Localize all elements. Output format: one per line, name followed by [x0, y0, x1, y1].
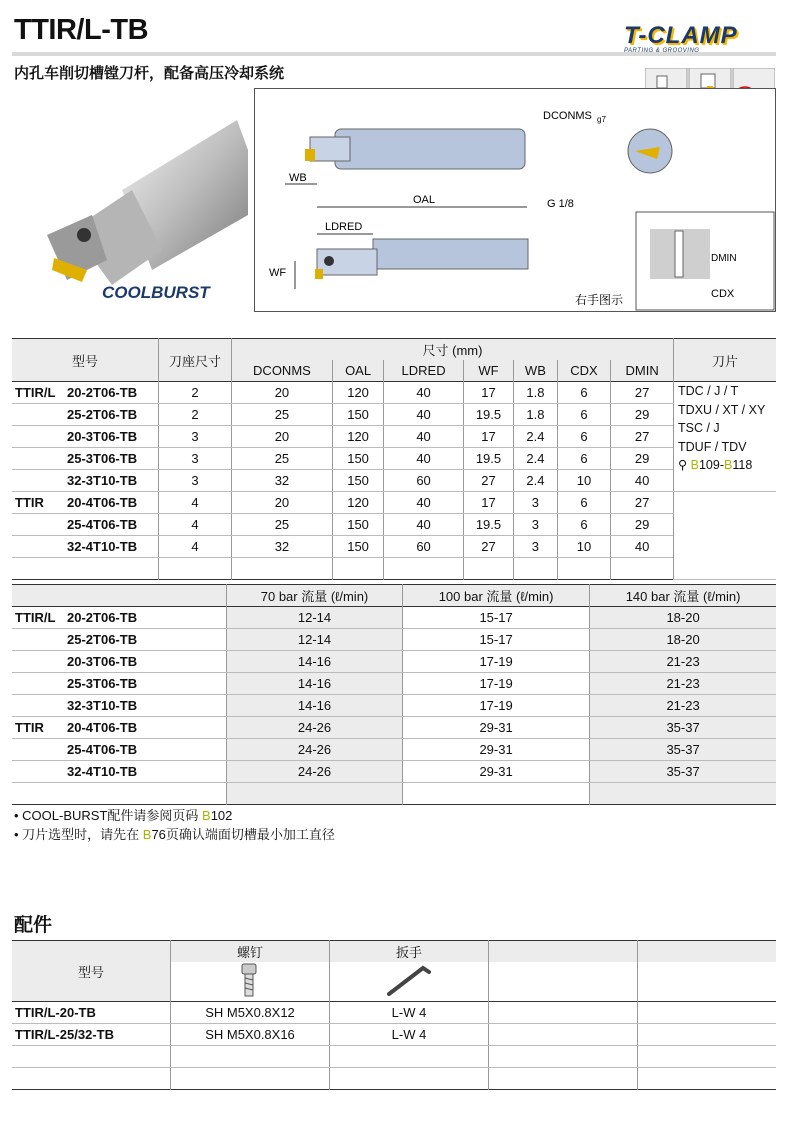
flow-row: [12, 629, 776, 651]
sub-cdx: CDX: [557, 360, 611, 382]
flow-cell: 15-17: [403, 629, 590, 651]
spec-table: [12, 338, 776, 580]
flow-col-140: 140 bar 流量 (ℓ/min): [590, 585, 776, 607]
flow-cell: 35-37: [590, 739, 776, 761]
spec-cell: 6: [557, 514, 611, 536]
acc-screw: SH M5X0.8X16: [171, 1024, 330, 1046]
flow-cell: 18-20: [590, 629, 776, 651]
spec-cell: 150: [332, 404, 383, 426]
spec-cell: 2.4: [514, 426, 558, 448]
dim-wb: WB: [289, 172, 307, 184]
brand-logo: [624, 22, 774, 52]
flow-cell: 21-23: [590, 673, 776, 695]
coolburst-label: COOLBURST: [102, 283, 210, 302]
spec-cell: 150: [332, 470, 383, 492]
spec-cell: 10: [557, 536, 611, 558]
screw-icon: [171, 962, 330, 1002]
spec-cell: 40: [611, 470, 674, 492]
flow-model: 25-3T06-TB: [12, 673, 227, 695]
flow-cell: 15-17: [403, 607, 590, 629]
flow-cell: 14-16: [227, 695, 403, 717]
sub-wf: WF: [463, 360, 513, 382]
spec-row: [12, 426, 776, 448]
spec-cell: 19.5: [463, 514, 513, 536]
accessory-row: [12, 1002, 776, 1024]
flow-table: [12, 584, 776, 805]
dim-oal: OAL: [413, 194, 436, 206]
spec-cell: 40: [384, 514, 464, 536]
insert-list: TDC / J / T TDXU / XT / XY TSC / J TDUF / TDV ⚲ B109-B118: [674, 382, 777, 492]
spec-seat: 4: [159, 536, 232, 558]
dim-cdx: CDX: [711, 288, 735, 300]
accessories-title: 配件: [14, 915, 53, 936]
col-seat: 刀座尺寸: [159, 339, 232, 382]
accessories-table-body: [12, 1002, 776, 1090]
spec-model: TTIR/L 20-2T06-TB: [12, 382, 159, 404]
flow-cell: 35-37: [590, 717, 776, 739]
spec-seat: 2: [159, 404, 232, 426]
spec-cell: 1.8: [514, 404, 558, 426]
spec-cell: 25: [232, 448, 333, 470]
spec-cell: 6: [557, 448, 611, 470]
wrench-icon: [330, 962, 489, 1002]
spec-row: [12, 448, 776, 470]
flow-cell: 29-31: [403, 761, 590, 783]
brand-tagline: PARTING & GROOVING: [624, 48, 700, 54]
spec-cell: 150: [332, 448, 383, 470]
spec-cell: 27: [611, 492, 674, 514]
spec-seat: 2: [159, 382, 232, 404]
acc-col-empty-2: [638, 941, 776, 963]
spec-row: [12, 492, 776, 514]
flow-col-70: 70 bar 流量 (ℓ/min): [227, 585, 403, 607]
accessories-table: [12, 940, 776, 1090]
spec-cell: 17: [463, 426, 513, 448]
spec-model: 25-3T06-TB: [12, 448, 159, 470]
acc-wrench: L-W 4: [330, 1024, 489, 1046]
spec-model: 25-2T06-TB: [12, 404, 159, 426]
acc-model: TTIR/L-25/32-TB: [12, 1024, 171, 1046]
accessory-row: [12, 1024, 776, 1046]
col-insert: 刀片: [674, 339, 777, 382]
spec-table-body: [12, 382, 776, 580]
flow-cell: 21-23: [590, 695, 776, 717]
flow-cell: 29-31: [403, 717, 590, 739]
spec-cell: 40: [384, 448, 464, 470]
notes: [14, 806, 335, 844]
spec-cell: 32: [232, 536, 333, 558]
flow-col-100: 100 bar 流量 (ℓ/min): [403, 585, 590, 607]
spec-row: [12, 514, 776, 536]
spec-seat: 3: [159, 426, 232, 448]
spec-cell: 120: [332, 382, 383, 404]
col-dims: 尺寸 (mm): [232, 339, 674, 361]
sub-dmin: DMIN: [611, 360, 674, 382]
product-photo: [12, 120, 248, 315]
acc-col-model: 型号: [12, 941, 171, 1002]
sub-oal: OAL: [332, 360, 383, 382]
flow-model: 25-4T06-TB: [12, 739, 227, 761]
spec-cell: 17: [463, 382, 513, 404]
spec-cell: 27: [611, 382, 674, 404]
spec-cell: 120: [332, 492, 383, 514]
sub-ldred: LDRED: [384, 360, 464, 382]
flow-row: [12, 695, 776, 717]
spec-row: [12, 536, 776, 558]
page-title: TTIR/L-TB: [14, 14, 149, 46]
sub-dconms: DCONMS: [232, 360, 333, 382]
flow-cell: 29-31: [403, 739, 590, 761]
acc-col-screw: 螺钉: [171, 941, 330, 963]
flow-col-model: [12, 585, 227, 607]
spec-model: 20-3T06-TB: [12, 426, 159, 448]
spec-seat: 4: [159, 514, 232, 536]
spec-cell: 2.4: [514, 470, 558, 492]
spec-row: [12, 470, 776, 492]
spec-cell: 6: [557, 404, 611, 426]
flow-row: [12, 651, 776, 673]
flow-cell: 17-19: [403, 695, 590, 717]
spec-cell: 32: [232, 470, 333, 492]
spec-cell: 17: [463, 492, 513, 514]
spec-seat: 4: [159, 492, 232, 514]
spec-row: [12, 404, 776, 426]
acc-icon-empty-1: [489, 962, 638, 1002]
flow-cell: 17-19: [403, 673, 590, 695]
spec-cell: 40: [384, 404, 464, 426]
insert-empty: [674, 492, 777, 580]
col-model: 型号: [12, 339, 159, 382]
spec-cell: 150: [332, 536, 383, 558]
spec-cell: 150: [332, 514, 383, 536]
tool-holder-image: [12, 120, 248, 315]
spec-model: 32-3T10-TB: [12, 470, 159, 492]
dim-g: G 1/8: [547, 198, 574, 210]
spec-cell: 20: [232, 492, 333, 514]
flow-model: 32-4T10-TB: [12, 761, 227, 783]
spec-cell: 60: [384, 536, 464, 558]
spec-cell: 29: [611, 404, 674, 426]
flow-cell: 24-26: [227, 761, 403, 783]
spec-cell: 29: [611, 514, 674, 536]
spec-cell: 6: [557, 426, 611, 448]
spec-cell: 20: [232, 426, 333, 448]
flow-cell: 12-14: [227, 629, 403, 651]
flow-cell: 12-14: [227, 607, 403, 629]
spec-cell: 27: [463, 470, 513, 492]
spec-cell: 40: [384, 382, 464, 404]
flow-cell: 24-26: [227, 717, 403, 739]
flow-row: [12, 761, 776, 783]
flow-cell: 24-26: [227, 739, 403, 761]
spec-cell: 20: [232, 382, 333, 404]
spec-row-blank: [12, 558, 776, 580]
note-1: • COOL-BURST配件请参阅页码 B102: [14, 808, 233, 823]
accessory-row-blank: [12, 1046, 776, 1068]
flow-row: [12, 717, 776, 739]
spec-model: 32-4T10-TB: [12, 536, 159, 558]
spec-cell: 19.5: [463, 448, 513, 470]
spec-seat: 3: [159, 470, 232, 492]
dim-dconms: DCONMS: [543, 110, 592, 122]
flow-cell: 17-19: [403, 651, 590, 673]
spec-cell: 19.5: [463, 404, 513, 426]
spec-cell: 60: [384, 470, 464, 492]
accessory-row-blank: [12, 1068, 776, 1090]
sub-wb: WB: [514, 360, 558, 382]
acc-col-empty-1: [489, 941, 638, 963]
flow-row: [12, 673, 776, 695]
brand-logo-text: T-CLAMP: [624, 22, 738, 49]
flow-cell: 14-16: [227, 673, 403, 695]
spec-row: [12, 382, 776, 404]
spec-seat: 3: [159, 448, 232, 470]
flow-model: 20-3T06-TB: [12, 651, 227, 673]
acc-icon-empty-2: [638, 962, 776, 1002]
flow-cell: 18-20: [590, 607, 776, 629]
acc-wrench: L-W 4: [330, 1002, 489, 1024]
flow-row: [12, 739, 776, 761]
flow-row: [12, 607, 776, 629]
spec-cell: 10: [557, 470, 611, 492]
spec-cell: 6: [557, 492, 611, 514]
drawing-caption: 右手图示: [575, 293, 624, 307]
dim-wf: WF: [269, 267, 287, 279]
flow-model: 25-2T06-TB: [12, 629, 227, 651]
spec-model: TTIR 20-4T06-TB: [12, 492, 159, 514]
spec-cell: 25: [232, 404, 333, 426]
flow-model: TTIR/L 20-2T06-TB: [12, 607, 227, 629]
spec-cell: 25: [232, 514, 333, 536]
spec-cell: 3: [514, 514, 558, 536]
flow-table-body: [12, 607, 776, 805]
acc-col-wrench: 扳手: [330, 941, 489, 963]
note-2: • 刀片选型时，请先在 B76页确认端面切槽最小加工直径: [14, 827, 335, 842]
spec-cell: 40: [384, 492, 464, 514]
flow-cell: 35-37: [590, 761, 776, 783]
spec-cell: 27: [463, 536, 513, 558]
spec-cell: 40: [384, 426, 464, 448]
acc-model: TTIR/L-20-TB: [12, 1002, 171, 1024]
spec-cell: 3: [514, 492, 558, 514]
flow-cell: 21-23: [590, 651, 776, 673]
spec-cell: 3: [514, 536, 558, 558]
flow-model: 32-3T10-TB: [12, 695, 227, 717]
dim-dmin: DMIN: [711, 253, 737, 264]
spec-cell: 2.4: [514, 448, 558, 470]
acc-screw: SH M5X0.8X12: [171, 1002, 330, 1024]
spec-cell: 120: [332, 426, 383, 448]
spec-cell: 1.8: [514, 382, 558, 404]
flow-cell: 14-16: [227, 651, 403, 673]
spec-cell: 6: [557, 382, 611, 404]
spec-model: 25-4T06-TB: [12, 514, 159, 536]
flow-model: TTIR 20-4T06-TB: [12, 717, 227, 739]
flow-row-blank: [12, 783, 776, 805]
page-subtitle: 内孔车削切槽镗刀杆，配备高压冷却系统: [14, 65, 285, 82]
technical-drawing: [254, 88, 776, 312]
dim-dconms-tol: g7: [597, 115, 606, 124]
dim-ldred: LDRED: [325, 221, 363, 233]
spec-cell: 27: [611, 426, 674, 448]
spec-cell: 29: [611, 448, 674, 470]
magnifier-icon: ⚲: [678, 458, 688, 472]
spec-cell: 40: [611, 536, 674, 558]
